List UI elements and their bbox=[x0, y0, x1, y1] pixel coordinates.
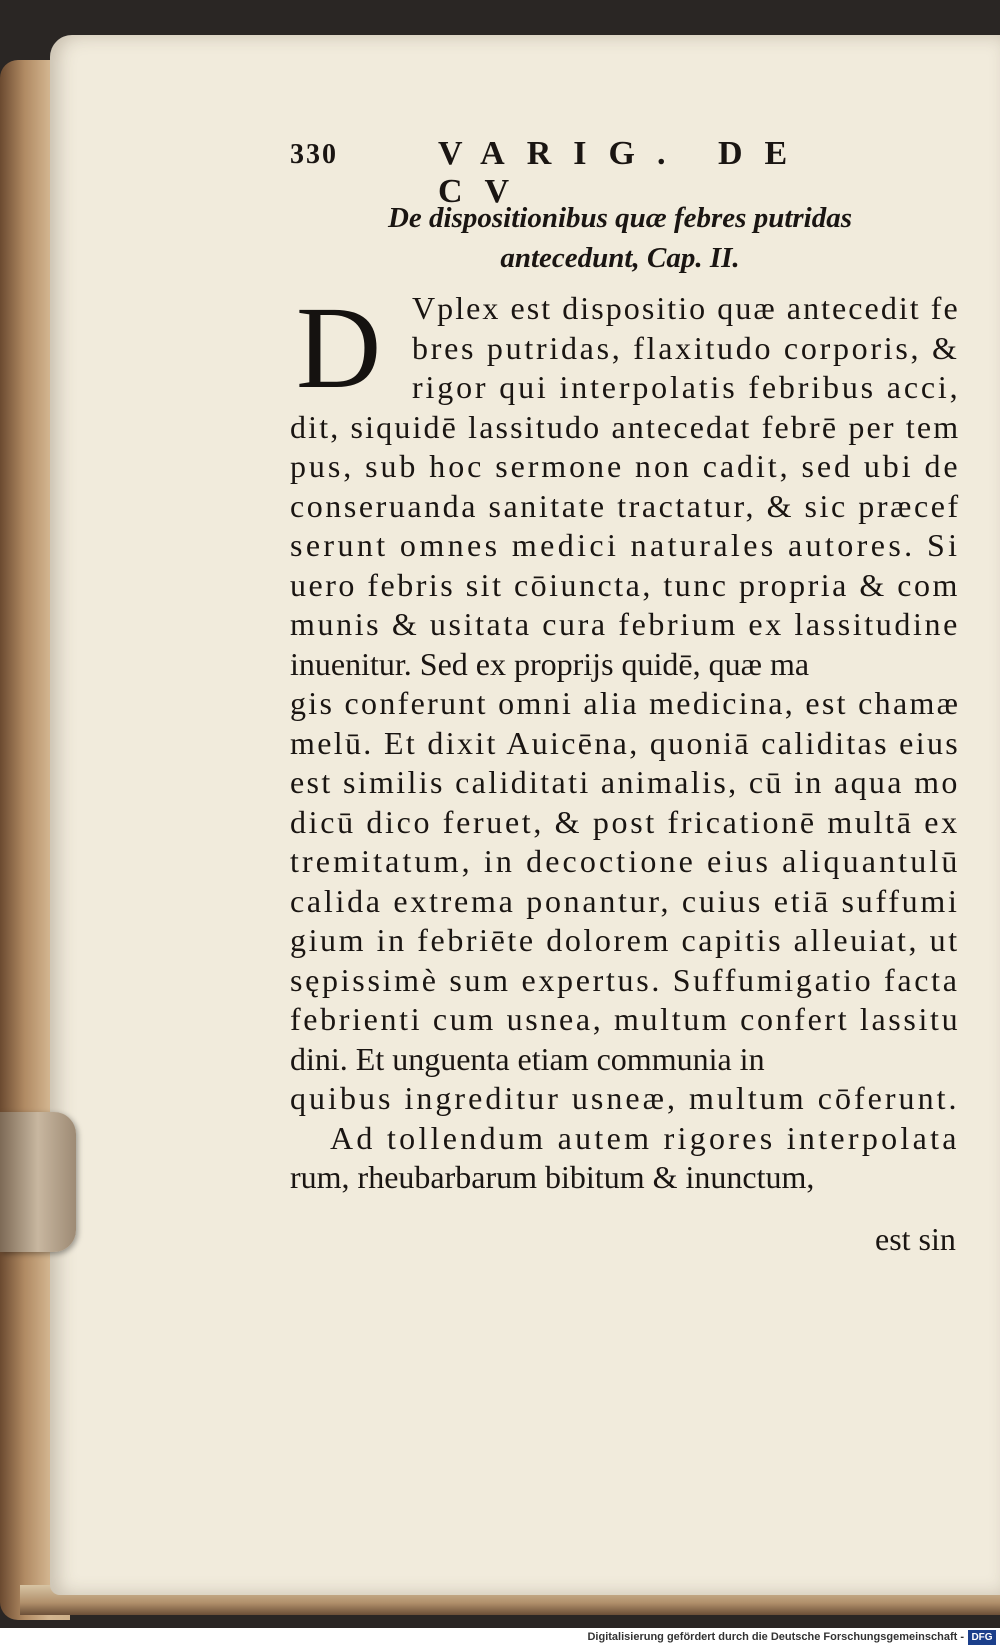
chapter-title-line: antecedunt, Cap. II. bbox=[500, 242, 740, 274]
body-line: bres putridas, flaxitudo corporis, & bbox=[412, 329, 960, 366]
body-line: pus, sub hoc sermone non cadit, sed ubi de bbox=[290, 448, 961, 484]
body-line: rum, rheubarbarum bibitum & inunctum, bbox=[290, 1159, 815, 1195]
body-line: melū. Et dixit Auicēna, quoniā caliditas eius bbox=[290, 724, 961, 761]
chapter-title bbox=[360, 198, 880, 278]
body-line: inuenitur. Sed ex proprijs quidē, quæ ma bbox=[290, 645, 810, 682]
body-line: dini. Et unguenta etiam communia in bbox=[290, 1040, 765, 1077]
body-line: dicū dico feruet, & post fricationē multā ex bbox=[290, 803, 960, 840]
body-line: dit, siquidē lassitudo antecedat febrē per tem bbox=[290, 408, 961, 445]
body-line: calida extrema ponantur, cuius etiā suffumi bbox=[290, 882, 960, 919]
body-line: sępissimè sum expertus. Suffumigatio facta bbox=[290, 961, 960, 998]
body-line: gium in febriēte dolorem capitis alleuiat, ut bbox=[290, 922, 960, 958]
body-line: rigor qui interpolatis febribus acci, bbox=[412, 369, 961, 405]
body-line: conseruanda sanitate tractatur, & sic præcef bbox=[290, 487, 961, 524]
body-line: munis & usitata cura febrium ex lassitudine bbox=[290, 606, 960, 642]
body-line: uero febris sit cōiuncta, tunc propria & com bbox=[290, 566, 960, 603]
body-line: febrienti cum usnea, multum confert lassitu bbox=[290, 1001, 961, 1037]
drop-capital: D bbox=[296, 282, 382, 413]
footer-credit: Digitalisierung gefördert durch die Deutsche Forschungsgemeinschaft - bbox=[587, 1631, 964, 1643]
body-line: tremitatum, in decoctione eius aliquantulū bbox=[290, 843, 961, 879]
body-line: gis conferunt omni alia medicina, est chamæ bbox=[290, 685, 961, 721]
body-line: serunt omnes medici naturales autores. Si bbox=[290, 527, 961, 563]
running-title: VARIG. DE CV bbox=[438, 135, 810, 210]
body-line: est similis caliditati animalis, cū in aqua mo bbox=[290, 764, 960, 800]
page-header bbox=[290, 135, 900, 210]
body-line: Vplex est dispositio quæ antecedit fe bbox=[412, 290, 960, 326]
folio-number: 330 bbox=[290, 139, 338, 170]
catchword: est sin bbox=[875, 1221, 956, 1257]
body-line: quibus ingreditur usneæ, multum cōferunt. bbox=[290, 1080, 960, 1116]
body-line: Ad tollendum autem rigores interpolata bbox=[330, 1119, 960, 1156]
chapter-title-line: De dispositionibus quæ febres putridas bbox=[387, 202, 853, 234]
bookmark-tab bbox=[0, 1112, 76, 1252]
dfg-logo: DFG bbox=[968, 1630, 996, 1645]
